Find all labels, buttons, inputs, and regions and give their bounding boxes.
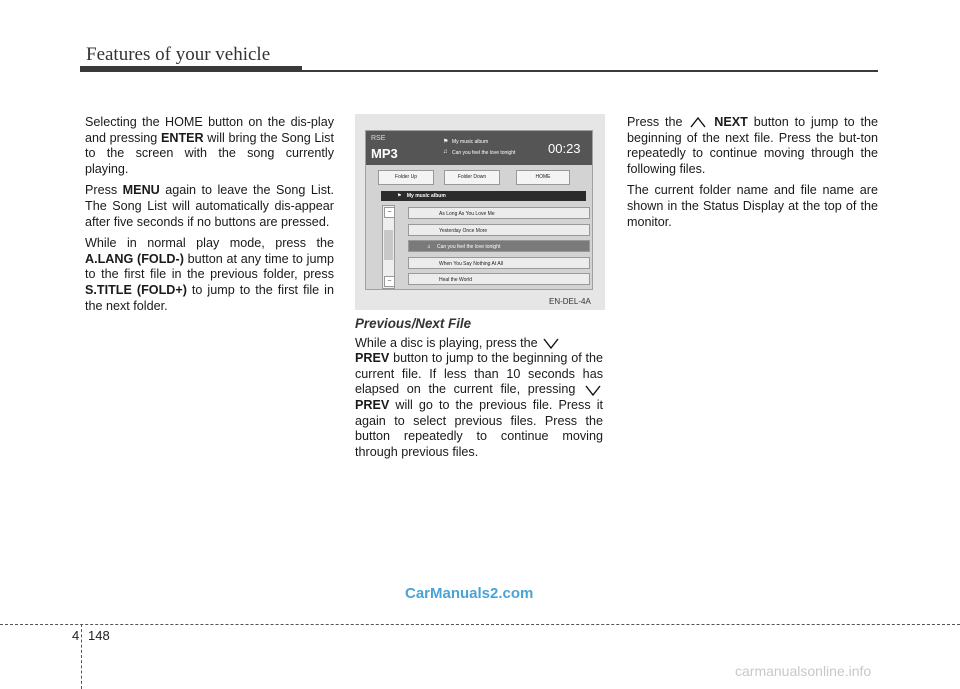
song-item[interactable]: When You Say Nothing At All [408,257,590,269]
figure-label: EN-DEL-4A [549,297,591,306]
folder-icon: ⚑ [397,193,402,199]
monitor-screen [365,130,593,290]
scroll-up-button[interactable]: – [384,207,395,218]
music-note-icon: ♫ [427,244,431,250]
status-display [366,131,592,165]
paragraph-prev-file: While a disc is playing, press the PREV button to jump to the beginning of the current file. If less than 10 seconds has elapsed on the current file, pressing PREV will go to the previous file. Press it again to select previous files. Press the button repeatedly to continue moving through previous files. [355,335,603,459]
chevron-down-icon [583,384,603,397]
play-time: 00:23 [548,141,581,156]
song-item[interactable]: As Long As You Love Me [408,207,590,219]
status-song: Can you feel the love tonight [452,150,516,156]
chevron-up-icon [688,116,708,129]
status-album: My music album [452,139,489,145]
page-number: 148 [88,628,110,643]
footer-rule [0,624,960,625]
rse-label: RSE [371,135,386,142]
watermark-carmanualsonline: carmanualsonline.info [735,663,872,679]
song-item[interactable]: Yesterday Once More [408,224,590,236]
paragraph-next-file: Press the NEXT button to jump to the beginning of the next file. Press the but-ton repeatedly to continue moving through the following files. [627,115,878,176]
album-row: ⚑ My music album [381,191,586,201]
header-rule-thick [80,66,302,72]
song-item[interactable]: Heal the World [408,273,590,285]
column-right [627,115,878,236]
folder-icon: ⚑ [443,139,449,145]
column-left [85,115,334,320]
mode-label: MP3 [371,146,398,161]
folder-up-button[interactable]: Folder Up [378,170,434,185]
scroll-down-button[interactable]: – [384,276,395,287]
song-list-scrollbar[interactable] [382,205,395,289]
paragraph-home-button: Selecting the HOME button on the dis-play and pressing ENTER will bring the Song List to the screen with the song currently playing. [85,115,334,176]
mp3-screen-figure [355,114,605,310]
section-number: 4 [72,628,80,643]
folder-down-button[interactable]: Folder Down [444,170,500,185]
home-button[interactable]: HOME [516,170,570,185]
chevron-down-icon [541,337,561,350]
column-middle [355,316,603,466]
page-header-title: Features of your vehicle [86,44,271,65]
scroll-thumb[interactable] [384,230,393,260]
header-rule-thin [300,70,878,72]
watermark-carmanuals2: CarManuals2.com [405,585,534,602]
paragraph-status-display: The current folder name and file name are shown in the Status Display at the top of the monitor. [627,183,878,229]
paragraph-folder-jump: While in normal play mode, press the A.LANG (FOLD-) button at any time to jump to the first file in the previous folder, press S.TITLE (FOLD+) to jump to the first file in the next folder. [85,236,334,313]
section-heading: Previous/Next File [355,316,472,331]
paragraph-menu-button: Press MENU again to leave the Song List. The Song List will automatically dis-appear after five seconds if no buttons are pressed. [85,183,334,229]
footer-divider [81,624,82,689]
music-note-icon: ♫ [443,149,448,155]
song-item-selected[interactable]: ♫ Can you feel the love tonight [408,240,590,252]
